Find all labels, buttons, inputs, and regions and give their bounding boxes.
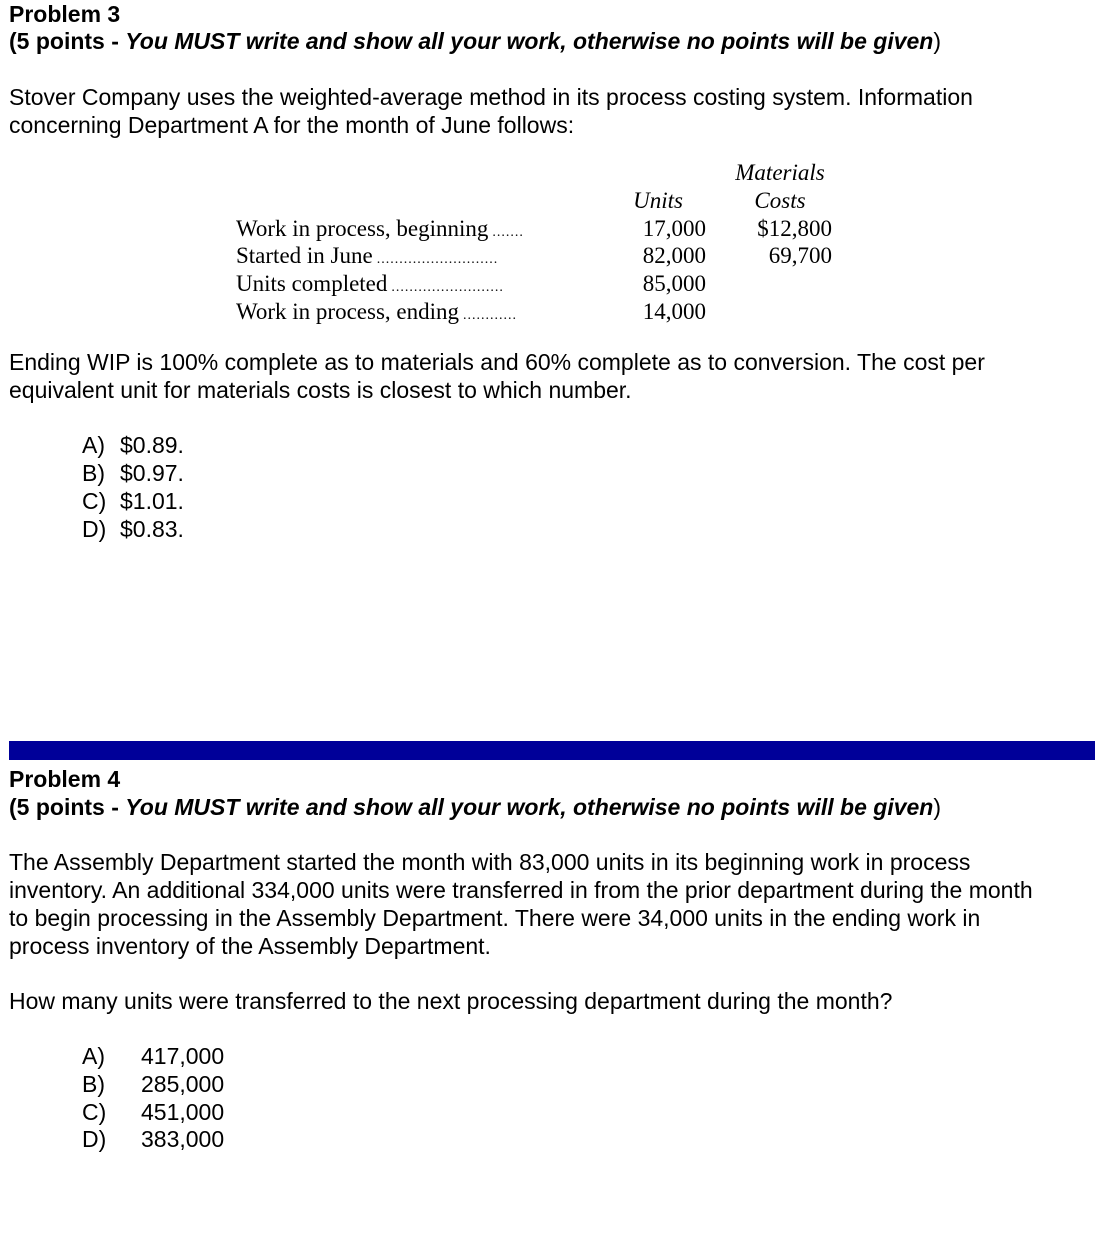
table-cell-units: 85,000 bbox=[642, 271, 706, 296]
problem-4-question: How many units were transferred to the next processing department during the month? bbox=[9, 988, 893, 1014]
choice-b: B) $0.97. bbox=[82, 460, 184, 486]
header-costs: Costs bbox=[754, 188, 806, 213]
section-divider bbox=[9, 741, 1095, 760]
choice-b: B) 285,000 bbox=[82, 1071, 225, 1097]
table-cell-cost: $12,800 bbox=[757, 216, 832, 241]
problem-3-intro-line-2: concerning Department A for the month of June follows: bbox=[9, 112, 575, 138]
choice-d: D) 383,000 bbox=[82, 1126, 225, 1152]
choice-a: A) 417,000 bbox=[82, 1043, 225, 1069]
points-instruction: You MUST write and show all your work, otherwise no points will be given bbox=[125, 794, 934, 820]
problem-4-body-line-3: to begin processing in the Assembly Department. There were 34,000 units in the ending work in bbox=[9, 905, 981, 931]
table-row-label: Work in process, beginning ....... bbox=[236, 216, 524, 241]
table-row-label: Started in June ........................... bbox=[236, 243, 499, 268]
points-prefix: (5 points - bbox=[9, 28, 126, 54]
problem-3-question-line-2: equivalent unit for materials costs is closest to which number. bbox=[9, 377, 632, 403]
choice-a: A) $0.89. bbox=[82, 432, 184, 458]
problem-4-body-line-1: The Assembly Department started the month with 83,000 units in its beginning work in process bbox=[9, 849, 971, 875]
points-instruction: You MUST write and show all your work, otherwise no points will be given bbox=[125, 28, 934, 54]
table-cell-cost: 69,700 bbox=[768, 243, 832, 268]
problem-4-points-note bbox=[9, 793, 941, 821]
table-row-label: Work in process, ending ............ bbox=[236, 299, 517, 324]
choice-d: D) $0.83. bbox=[82, 516, 184, 542]
header-units: Units bbox=[633, 188, 683, 213]
table-row-label: Units completed ......................... bbox=[236, 271, 504, 296]
problem-3-points-note bbox=[9, 27, 941, 55]
header-materials: Materials bbox=[735, 160, 825, 185]
points-suffix: ) bbox=[933, 28, 942, 54]
problem-3-intro-line-1: Stover Company uses the weighted-average method in its process costing system. Information bbox=[9, 84, 973, 110]
problem-4-body-line-2: inventory. An additional 334,000 units were transferred in from the prior department during the month bbox=[9, 877, 1033, 903]
table-cell-units: 82,000 bbox=[642, 243, 706, 268]
table-cell-units: 17,000 bbox=[642, 216, 706, 241]
choice-c: C) 451,000 bbox=[82, 1099, 225, 1125]
points-prefix: (5 points - bbox=[9, 794, 126, 820]
problem-3-question-line-1: Ending WIP is 100% complete as to materials and 60% complete as to conversion. The cost per bbox=[9, 349, 985, 375]
problem-3-title: Problem 3 bbox=[9, 1, 121, 27]
problem-4-title: Problem 4 bbox=[9, 766, 121, 792]
choice-c: C) $1.01. bbox=[82, 488, 184, 514]
problem-4-body-line-4: process inventory of the Assembly Department. bbox=[9, 933, 491, 959]
points-suffix: ) bbox=[933, 794, 942, 820]
table-cell-units: 14,000 bbox=[642, 299, 706, 324]
